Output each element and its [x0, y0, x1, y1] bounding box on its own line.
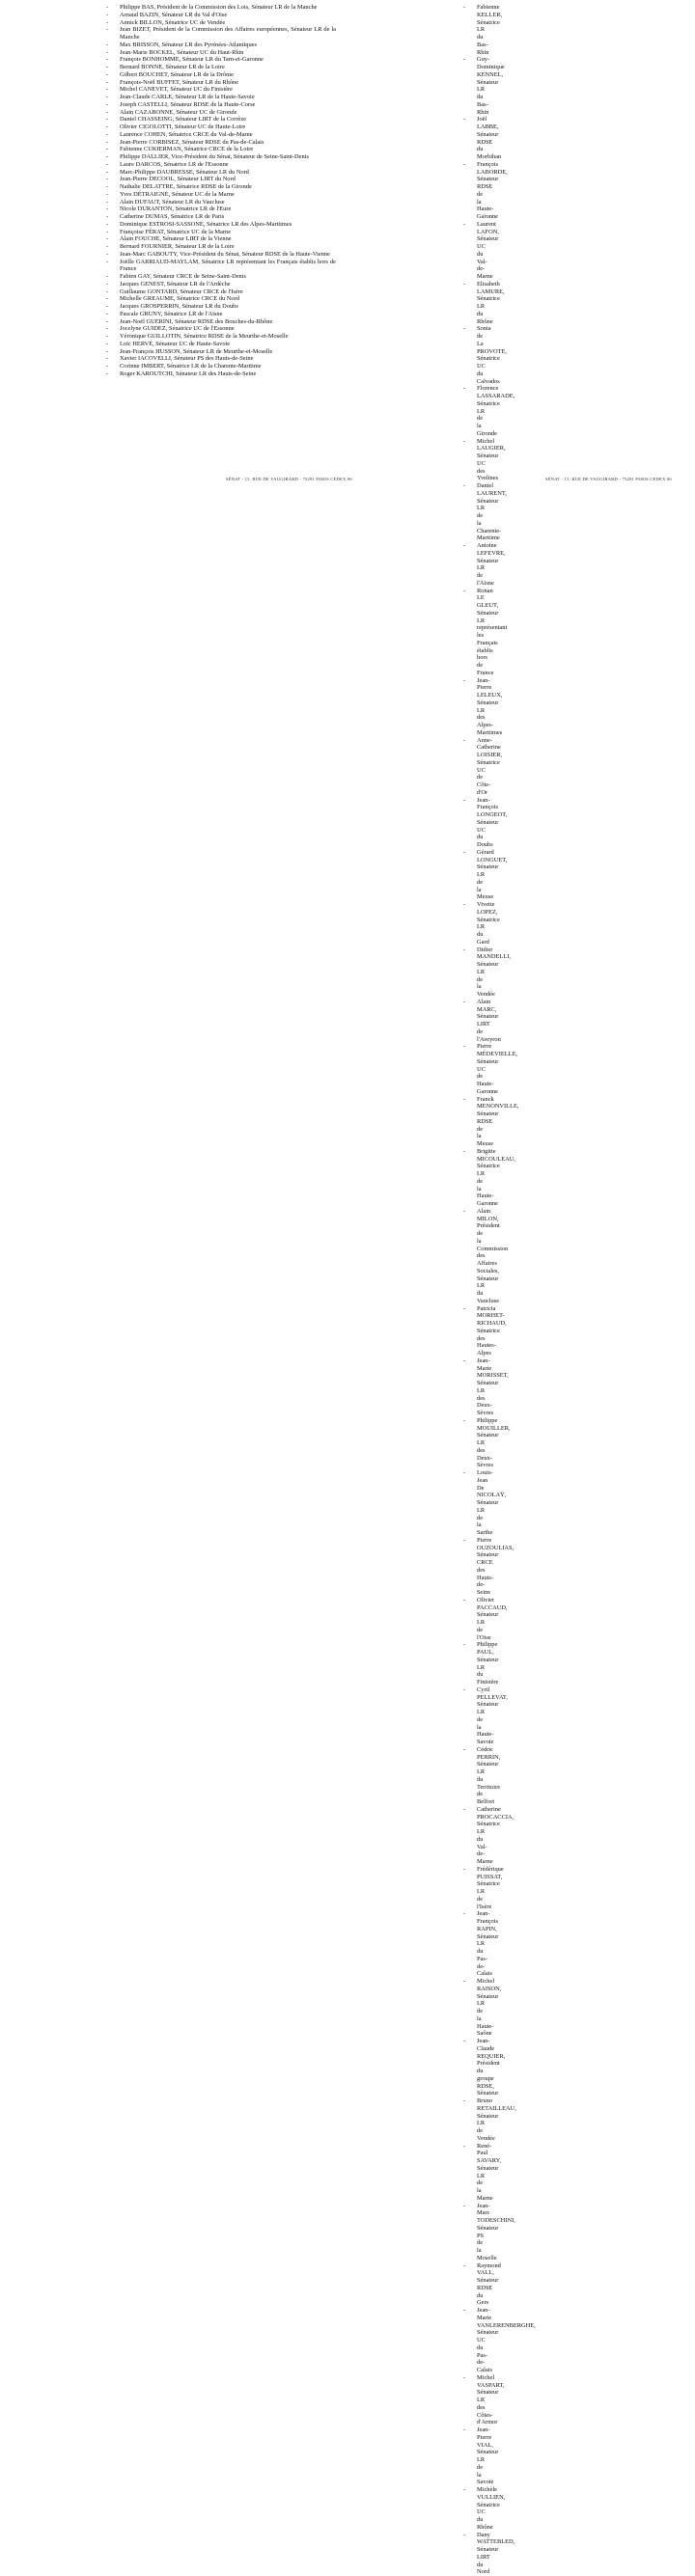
signatory-entry: - Alain MARC, Sénateur LIRT de l'Aveyron — [463, 999, 477, 1044]
signatory-entry: - Daniel CHASSEING, Sénateur LIRT de la Corrèze — [106, 116, 336, 123]
signatory-entry: - Jean-Pierre CORBISEZ, Sénateur RDSE du Pas-de-Calais — [106, 139, 336, 147]
signatory-entry: - Louis-Jean De NICOLAŸ, Sénateur LR de la Sarthe — [463, 1469, 477, 1537]
signatory-entry: - Corinne IMBERT, Sénatrice LR de la Charente-Maritime — [106, 363, 336, 370]
signatory-entry: - Alain CAZABONNE, Sénateur UC de Gironde — [106, 109, 336, 117]
signatory-entry: - Fabienne KELLER, Sénatrice LR du Bas-Rhin — [463, 4, 477, 56]
signatory-entry: - Laure DARCOS, Sénatrice LR de l'Essonne — [106, 161, 336, 169]
signatory-entry: - Jean-Pierre LELEUX, Sénateur LR des Alpes-Maritimes — [463, 677, 477, 737]
signatory-entry: - Dominique ESTROSI-SASSONE, Sénatrice LR des Alpes-Maritimes — [106, 221, 336, 229]
signatory-entry: - Olivier CIGOLOTTI, Sénateur UC de Haute-Loire — [106, 123, 336, 131]
signatory-entry: - Michelle GREAUME, Sénatrice CRCE du Nord — [106, 295, 336, 303]
footer-address-left: SÉNAT - 15, RUE DE VAUGIRARD - 75291 PARIS CEDEX 06 — [226, 477, 352, 481]
signatory-entry: - Antoine LEFEVRE, Sénateur LR de l'Aisne — [463, 542, 477, 588]
signatory-entry: - Catherine DUMAS, Sénatrice LR de Paris — [106, 213, 336, 221]
signatory-entry: - Alain DUFAUT, Sénateur LR du Vaucluse — [106, 199, 336, 206]
signatory-entry: - Alain FOUCHE, Sénateur LIRT de la Vienne — [106, 235, 336, 243]
signatory-entry: - Michel RAISON, Sénateur LR de la Haute-Saône — [463, 1978, 477, 2038]
signatory-entry: - Jean-François LONGEOT, Sénateur UC du Doubs — [463, 797, 477, 849]
signatory-entry: - Raymond VALL, Sénateur RDSE du Gers — [463, 2262, 477, 2308]
signatory-entry: - Roger KAROUTCHI, Sénateur LR des Hauts-de-Seine — [106, 370, 336, 378]
signatory-entry: - Philippe DALLIER, Vice-Président du Sénat, Sénateur de Seine-Saint-Denis — [106, 153, 336, 161]
signatory-entry: - Michel VASPART, Sénateur LR des Côtes-d'Armor — [463, 2374, 477, 2426]
signatory-entry: - Guy-Dominique KENNEL, Sénateur LR du Bas-Rhin — [463, 56, 477, 116]
signatory-entry: - Jean-Noël GUERINI, Sénateur RDSE des Bouches-du-Rhône — [106, 318, 336, 326]
signatory-entry: - Marc-Philippe DAUBRESSE, Sénateur LR du Nord — [106, 169, 336, 177]
signatory-entry: - Elisabeth LAMURE, Sénatrice LR du Rhône — [463, 281, 477, 326]
signatory-entry: - Jean-Marie VANLERENBERGHE, Sénateur UC du Pas-de-Calais — [463, 2307, 477, 2374]
signatory-entry: - Pierre OUZOULIAS, Sénateur CRCE des Hauts-de-Seine — [463, 1537, 477, 1597]
footer-address-right: SÉNAT - 15, RUE DE VAUGIRARD - 75291 PARIS CEDEX 06 — [545, 477, 672, 481]
signatory-entry: - Florence LASSARADE, Sénatrice LR de la Gironde — [463, 385, 477, 437]
signatory-entry: - Dany WATTEBLED, Sénateur LIRT du Nord — [463, 2532, 477, 2576]
signatory-entry: - Didier MANDELLI, Sénateur LR de la Vendée — [463, 946, 477, 999]
signatory-entry: - Laurent LAFON, Sénateur UC du Val-de-Marne — [463, 221, 477, 281]
signatory-entry: - Brigitte MICOULEAU, Sénatrice LR de la Haute-Garonne — [463, 1148, 477, 1208]
signatory-entry: - Jean-Pierre VIAL, Sénateur LR de la Savoie — [463, 2426, 477, 2486]
signatory-entry: - Arnaud BAZIN, Sénateur LR du Val d'Oise — [106, 12, 336, 19]
signatory-entry: - Yves DÉTRAIGNE, Sénateur UC de la Marne — [106, 191, 336, 199]
signatory-entry: - Daniel LAURENT, Sénateur LR de la Charente-Maritime — [463, 482, 477, 542]
signatory-entry: - Bernard FOURNIER, Sénateur LR de la Loire — [106, 243, 336, 251]
signatory-entry: - Jean-François HUSSON, Sénateur LR de Meurthe-et-Moselle — [106, 348, 336, 356]
document-spread — [0, 0, 695, 490]
signatory-entry: - Jean-Claude CARLE, Sénateur LR de la Haute-Savoie — [106, 94, 336, 101]
signatory-entry: - Jean-Pierre DECOOL, Sénateur LIRT du Nord — [106, 176, 336, 183]
signatory-entry: - Philippe PAUL, Sénateur LR du Finistère — [463, 1641, 477, 1686]
signatory-entry: - Catherine PROCACCIA, Sénatrice LR du Val-de-Marne — [463, 1806, 477, 1866]
signatory-entry: - Jean BIZET, Président de la Commission des Affaires européennes, Sénateur LR de la Manche — [106, 26, 336, 41]
signatory-entry: - Cyril PELLEVAT, Sénateur LR de la Haute-Savoie — [463, 1686, 477, 1746]
signatory-entry: - Jean-Marie MORISSET, Sénateur LR des Deux-Sèvres — [463, 1357, 477, 1417]
signatory-entry: - Joëlle GARRIAUD-MAYLAM, Sénatrice LR représentant les Français établis hors de France — [106, 259, 336, 274]
signatory-entry: - Françoise FÉRAT, Sénatrice UC de la Marne — [106, 229, 336, 236]
signatory-entry: - François-Noël BUFFET, Sénateur LR du Rhône — [106, 79, 336, 87]
signatory-entry: - Jean-François RAPIN, Sénateur LR du Pas-de-Calais — [463, 1910, 477, 1978]
right-page — [4, 0, 473, 490]
signatory-entry: - Nathalie DELATTRE, Sénatrice RDSE de la Gironde — [106, 183, 336, 191]
signatory-entry: - Fabienne CUKIERMAN, Sénatrice CRCE de la Loire — [106, 146, 336, 153]
signatory-entry: - Bruno RETAILLEAU, Sénateur LR de Vendée — [463, 2097, 477, 2143]
signatory-entry: - François BONHOMME, Sénateur LR du Tarn-et-Garonne — [106, 56, 336, 64]
signatory-entry: - Xavier IACOVELLI, Sénateur PS des Hauts-de-Seine — [106, 355, 336, 363]
signatory-entry: - René-Paul SAVARY, Sénateur LR de la Marne — [463, 2143, 477, 2203]
signatory-entry: - Jean-Marie BOCKEL, Sénateur UC du Haut-Rhin — [106, 49, 336, 57]
signatory-entry: - Frédérique PUISSAT, Sénatrice LR de l'Isère — [463, 1866, 477, 1911]
signatory-entry: - Philippe BAS, Président de la Commission des Lois, Sénateur LR de la Manche — [106, 4, 336, 12]
signatory-entry: - Michel LAUGIER, Sénateur UC des Yvelines — [463, 438, 477, 483]
signatory-entry: - François LABORDE, Sénateur RDSE de la Haute-Garonne — [463, 161, 477, 221]
signatory-entry: - Jacques GROSPERRIN, Sénateur LR du Doubs — [106, 303, 336, 311]
signatory-entry: - Cédric PERRIN, Sénateur LR du Territoire de Belfort — [463, 1746, 477, 1806]
signatory-entry: - Joël LABBE, Sénateur RDSE du Morbihan — [463, 116, 477, 161]
signatory-entry: - Jean-Marc TODESCHINI, Sénateur PS de la Moselle — [463, 2203, 477, 2262]
signatory-entry: - Véronique GUILLOTIN, Sénatrice RDSE de la Meurthe-et-Moselle — [106, 333, 336, 341]
signatory-entry: - Loïc HERVÉ, Sénateur UC de Haute-Savoie — [106, 341, 336, 348]
signatory-entry: - Franck MENONVILLE, Sénateur RDSE de la Meuse — [463, 1096, 477, 1148]
signatory-entry: - Pierre MÉDEVIELLE, Sénateur UC de Haute-Garonne — [463, 1043, 477, 1095]
signatory-entry: - Jean-Claude REQUIER, Président du groupe RDSE, Sénateur — [463, 2038, 477, 2097]
signatory-entry: - Gérard LONGUET, Sénateur LR de la Meuse — [463, 849, 477, 901]
signatory-entry: - Annick BILLON, Sénatrice UC de Vendée — [106, 19, 336, 27]
signatory-entry: - Bernard BONNE, Sénateur LR de la Loire — [106, 64, 336, 71]
signatory-entry: - Jean-Marc GABOUTY, Vice-Président du Sénat, Sénateur RDSE de la Haute-Vienne — [106, 251, 336, 259]
signatory-entry: - Fabien GAY, Sénateur CRCE de Seine-Saint-Denis — [106, 273, 336, 281]
signatory-entry: - Jacques GENEST, Sénateur LR de l'Ardèche — [106, 281, 336, 288]
signatory-entry: - Michel CANEVET, Sénateur UC du Finistère — [106, 86, 336, 94]
signatory-entry: - Sonia de La PROVOTE, Sénatrice UC du Calvados — [463, 325, 477, 385]
signatory-entry: - Jocelyne GUIDEZ, Sénatrice UC de l'Essonne — [106, 325, 336, 333]
signatory-entry: - Philippe MOUILLER, Sénateur LR des Deux-Sèvres — [463, 1417, 477, 1469]
signatory-entry: - Olivier PACCAUD, Sénateur LR de l'Oise — [463, 1597, 477, 1642]
signatory-entry: - Guillaume GONTARD, Sénateur CRCE de l'Isère — [106, 288, 336, 296]
signatory-entry: - Gilbert BOUCHET, Sénateur LR de la Drôme — [106, 71, 336, 79]
signatory-entry: - Max BRISSON, Sénateur LR des Pyrénées-Atlantiques — [106, 41, 336, 49]
signatory-entry: - Pascale GRUNY, Sénatrice LR de l'Aisne — [106, 311, 336, 318]
signatory-entry: - Vivette LOPEZ, Sénatrice LR du Gard — [463, 901, 477, 946]
signatory-entry: - Laurence COHEN, Sénatrice CRCE du Val-de-Marne — [106, 131, 336, 139]
signatory-entry: - Alain MILON, Président de la Commission des Affaires Sociales, Sénateur LR du Vaucluse — [463, 1208, 477, 1305]
signatory-entry: - Patricia MORHET-RICHAUD, Sénatrice des Hautes-Alpes — [463, 1305, 477, 1357]
signatory-entry: - Joseph CASTELLI, Sénateur RDSE de la Haute-Corse — [106, 101, 336, 109]
signatory-entry: - Anne-Catherine LOISIER, Sénatrice UC de Côte-d'Or — [463, 737, 477, 797]
signatory-entry: - Nicole DURANTON, Sénatrice LR de l'Eure — [106, 206, 336, 213]
signatory-entry: - Ronan LE GLEUT, Sénateur LR représentant les Français établis hors de France — [463, 588, 477, 677]
signatory-entry: - Michèle VULLIEN, Sénatrice UC du Rhône — [463, 2486, 477, 2532]
